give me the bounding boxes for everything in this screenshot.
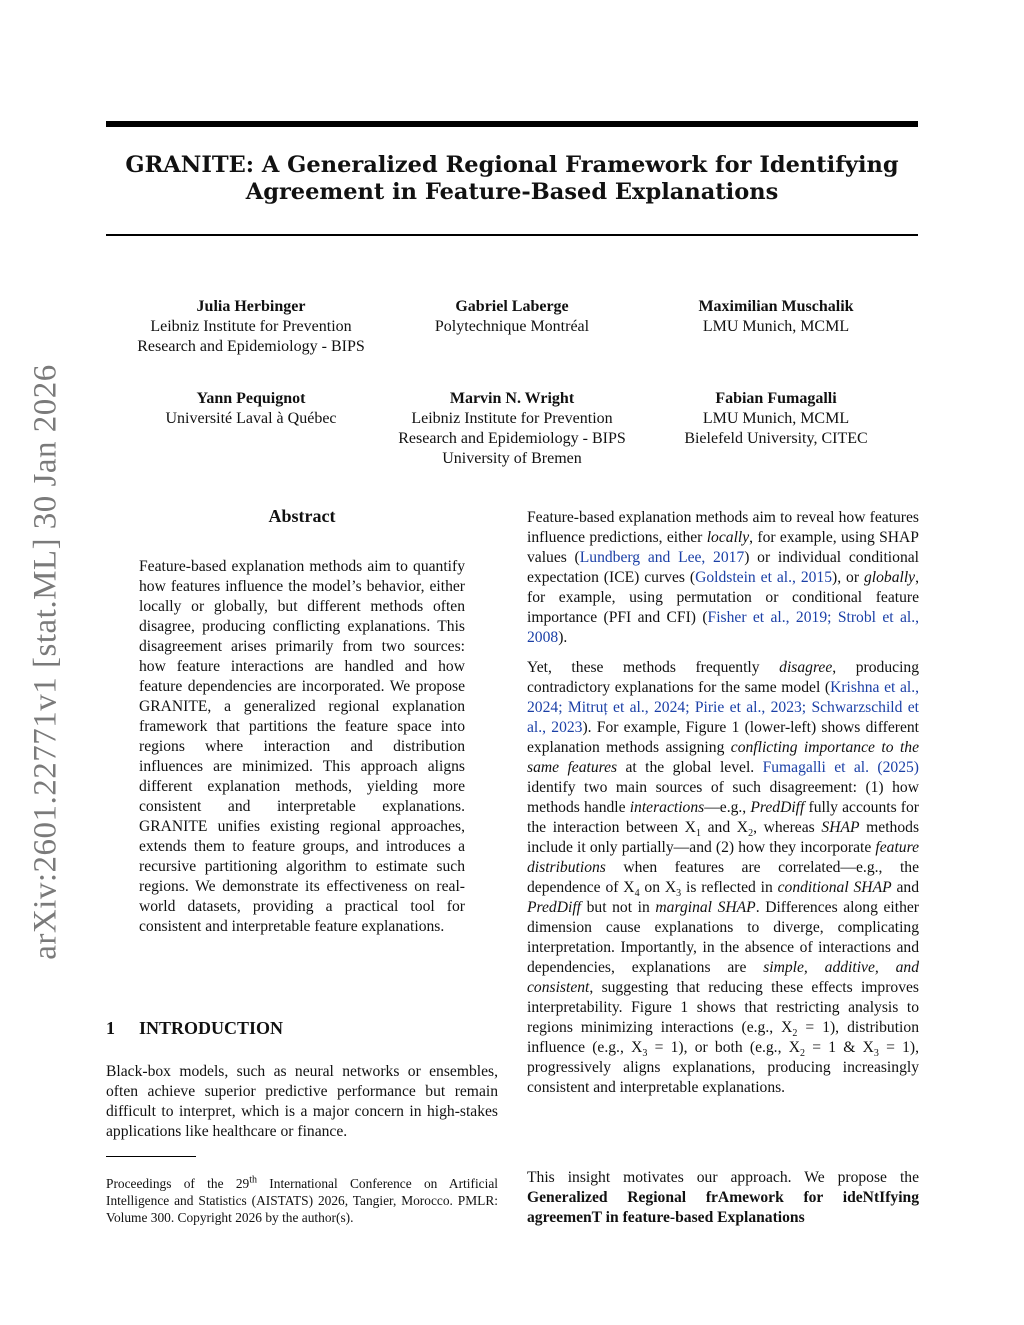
author-name: Maximilian Muschalik (698, 298, 854, 315)
author-block (106, 297, 396, 357)
author-affiliation: Research and Epidemiology - BIPS (398, 430, 626, 447)
author-affiliation: Bielefeld University, CITEC (684, 430, 868, 447)
author-affiliation: Leibniz Institute for Prevention (150, 318, 352, 335)
footnote: Proceedings of the 29th International Conference on Artificial Intelligence and Statistics (AISTATS) 2026, Tangier, Morocco. PMLR: Volume 300. Copyright 2026 by the author(s). (106, 1174, 498, 1226)
citation-link[interactable]: Lundberg and Lee, 2017 (579, 549, 745, 566)
author-affiliation: University of Bremen (442, 450, 582, 467)
citation-link[interactable]: Krishna et al., 2024; Mitruț et al., 2024; Pirie et al., 2023; Schwarzschild et al., 2023 (527, 679, 919, 736)
author-affiliation: Research and Epidemiology - BIPS (137, 338, 365, 355)
citation-link[interactable]: Fumagalli et al. (2025) (762, 759, 919, 776)
section-number: 1 (106, 1018, 115, 1038)
section-heading (106, 1018, 283, 1039)
intro-paragraph-right-2: Yet, these methods frequently disagree, producing contradictory explanations for the same model (Krishna et al., 2024; Mitruț et al., 2024; Pirie et al., 2023; Schwarzschild et al., 2023). For example, Figure 1 (lower-left) shows different explanation methods assigning conflicting importance to the same features at the global level. Fumagalli et al. (2025) identify two main sources of such disagreement: (1) how methods handle interactions—e.g., PredDiff fully accounts for the interaction between $X_1$ and $X_2$, whereas SHAP methods include it only partially—and (2) how they incorporate feature distributions when features are correlated—e.g., the dependence of $X_4$ on $X_3$ is reflected in conditional SHAP and PredDiff but not in marginal SHAP. Differences along either dimension cause explanations to diverge, complicating interpretation. Importantly, in the absence of interactions and dependencies, explanations are simple, additive, and consistent, suggesting that reducing these effects improves interpretability. Figure 1 shows that restricting analysis to regions minimizing interactions (e.g., $X_2 = 1$), distribution influence (e.g., $X_3 = 1$), or both (e.g., $X_2 = 1$ & $X_3 = 1$), progressively aligns explanations, producing increasingly consistent and interpretable explanations. (527, 659, 920, 1096)
author-name: Julia Herbinger (196, 298, 306, 315)
title-rule-top (106, 121, 918, 127)
author-name: Yann Pequignot (196, 390, 306, 407)
author-affiliation: Université Laval à Québec (165, 410, 337, 427)
arxiv-stamp: arXiv:2601.22771v1 [stat.ML] 30 Jan 2026 (27, 364, 64, 960)
author-block (636, 389, 916, 449)
title-line-1: GRANITE: A Generalized Regional Framework for Identifying (125, 152, 899, 178)
author-name: Marvin N. Wright (449, 390, 575, 407)
author-affiliation: LMU Munich, MCML (702, 410, 850, 427)
abstract-heading: Abstract (268, 506, 336, 526)
abstract-text: Feature-based explanation methods aim to quantify how features influence the model’s behavior, either locally or globally, but different methods often disagree, producing conflicting explanations. This disagreement arises primarily from two sources: how feature interactions are handled and how feature dependencies are incorporated. We propose GRANITE, a generalized regional explanation framework that partitions the feature space into regions where interaction and distribution influences are minimized. This approach aligns different explanation methods, yielding more consistent and interpretable explanations. GRANITE unifies existing regional approaches, extends them to feature groups, and introduces a recursive partitioning algorithm to estimate such regions. We demonstrate its effectiveness on real-world datasets, providing a practical tool for consistent and interpretable feature explanations. (139, 558, 465, 935)
paper-title (106, 152, 918, 206)
intro-paragraph-right-1: Feature-based explanation methods aim to reveal how features influence predictions, either locally, for example, using SHAP values (Lundberg and Lee, 2017) or individual conditional expectation (ICE) curves (Goldstein et al., 2015), or globally, for example, using permutation or conditional feature importance (PFI and CFI) (Fisher et al., 2019; Strobl et al., 2008). (527, 509, 919, 646)
intro-paragraph-right-3: This insight motivates our approach. We propose the Generalized Regional frAmework for ideNtIfying agreemenT in feature-based Explanations (527, 1169, 919, 1226)
title-rule-bottom (106, 234, 918, 236)
author-block (106, 389, 396, 429)
author-affiliation: Polytechnique Montréal (434, 318, 590, 335)
author-block (372, 389, 652, 469)
title-line-2: Agreement in Feature-Based Explanations (245, 179, 779, 205)
intro-paragraph: Black-box models, such as neural networks or ensembles, often achieve superior predictive performance but remain difficult to interpret, which is a major concern in high-stakes applications like healthcare or finance. (106, 1063, 498, 1140)
author-affiliation: Leibniz Institute for Prevention (411, 410, 613, 427)
citation-link[interactable]: Goldstein et al., 2015 (695, 569, 833, 586)
author-affiliation: LMU Munich, MCML (702, 318, 850, 335)
footnote-rule (106, 1156, 196, 1157)
author-block (636, 297, 916, 337)
author-block (372, 297, 652, 337)
section-title: INTRODUCTION (139, 1018, 284, 1038)
citation-link[interactable]: Fisher et al., 2019; Strobl et al., 2008 (527, 609, 919, 646)
author-name: Fabian Fumagalli (715, 390, 837, 407)
author-name: Gabriel Laberge (455, 298, 569, 315)
